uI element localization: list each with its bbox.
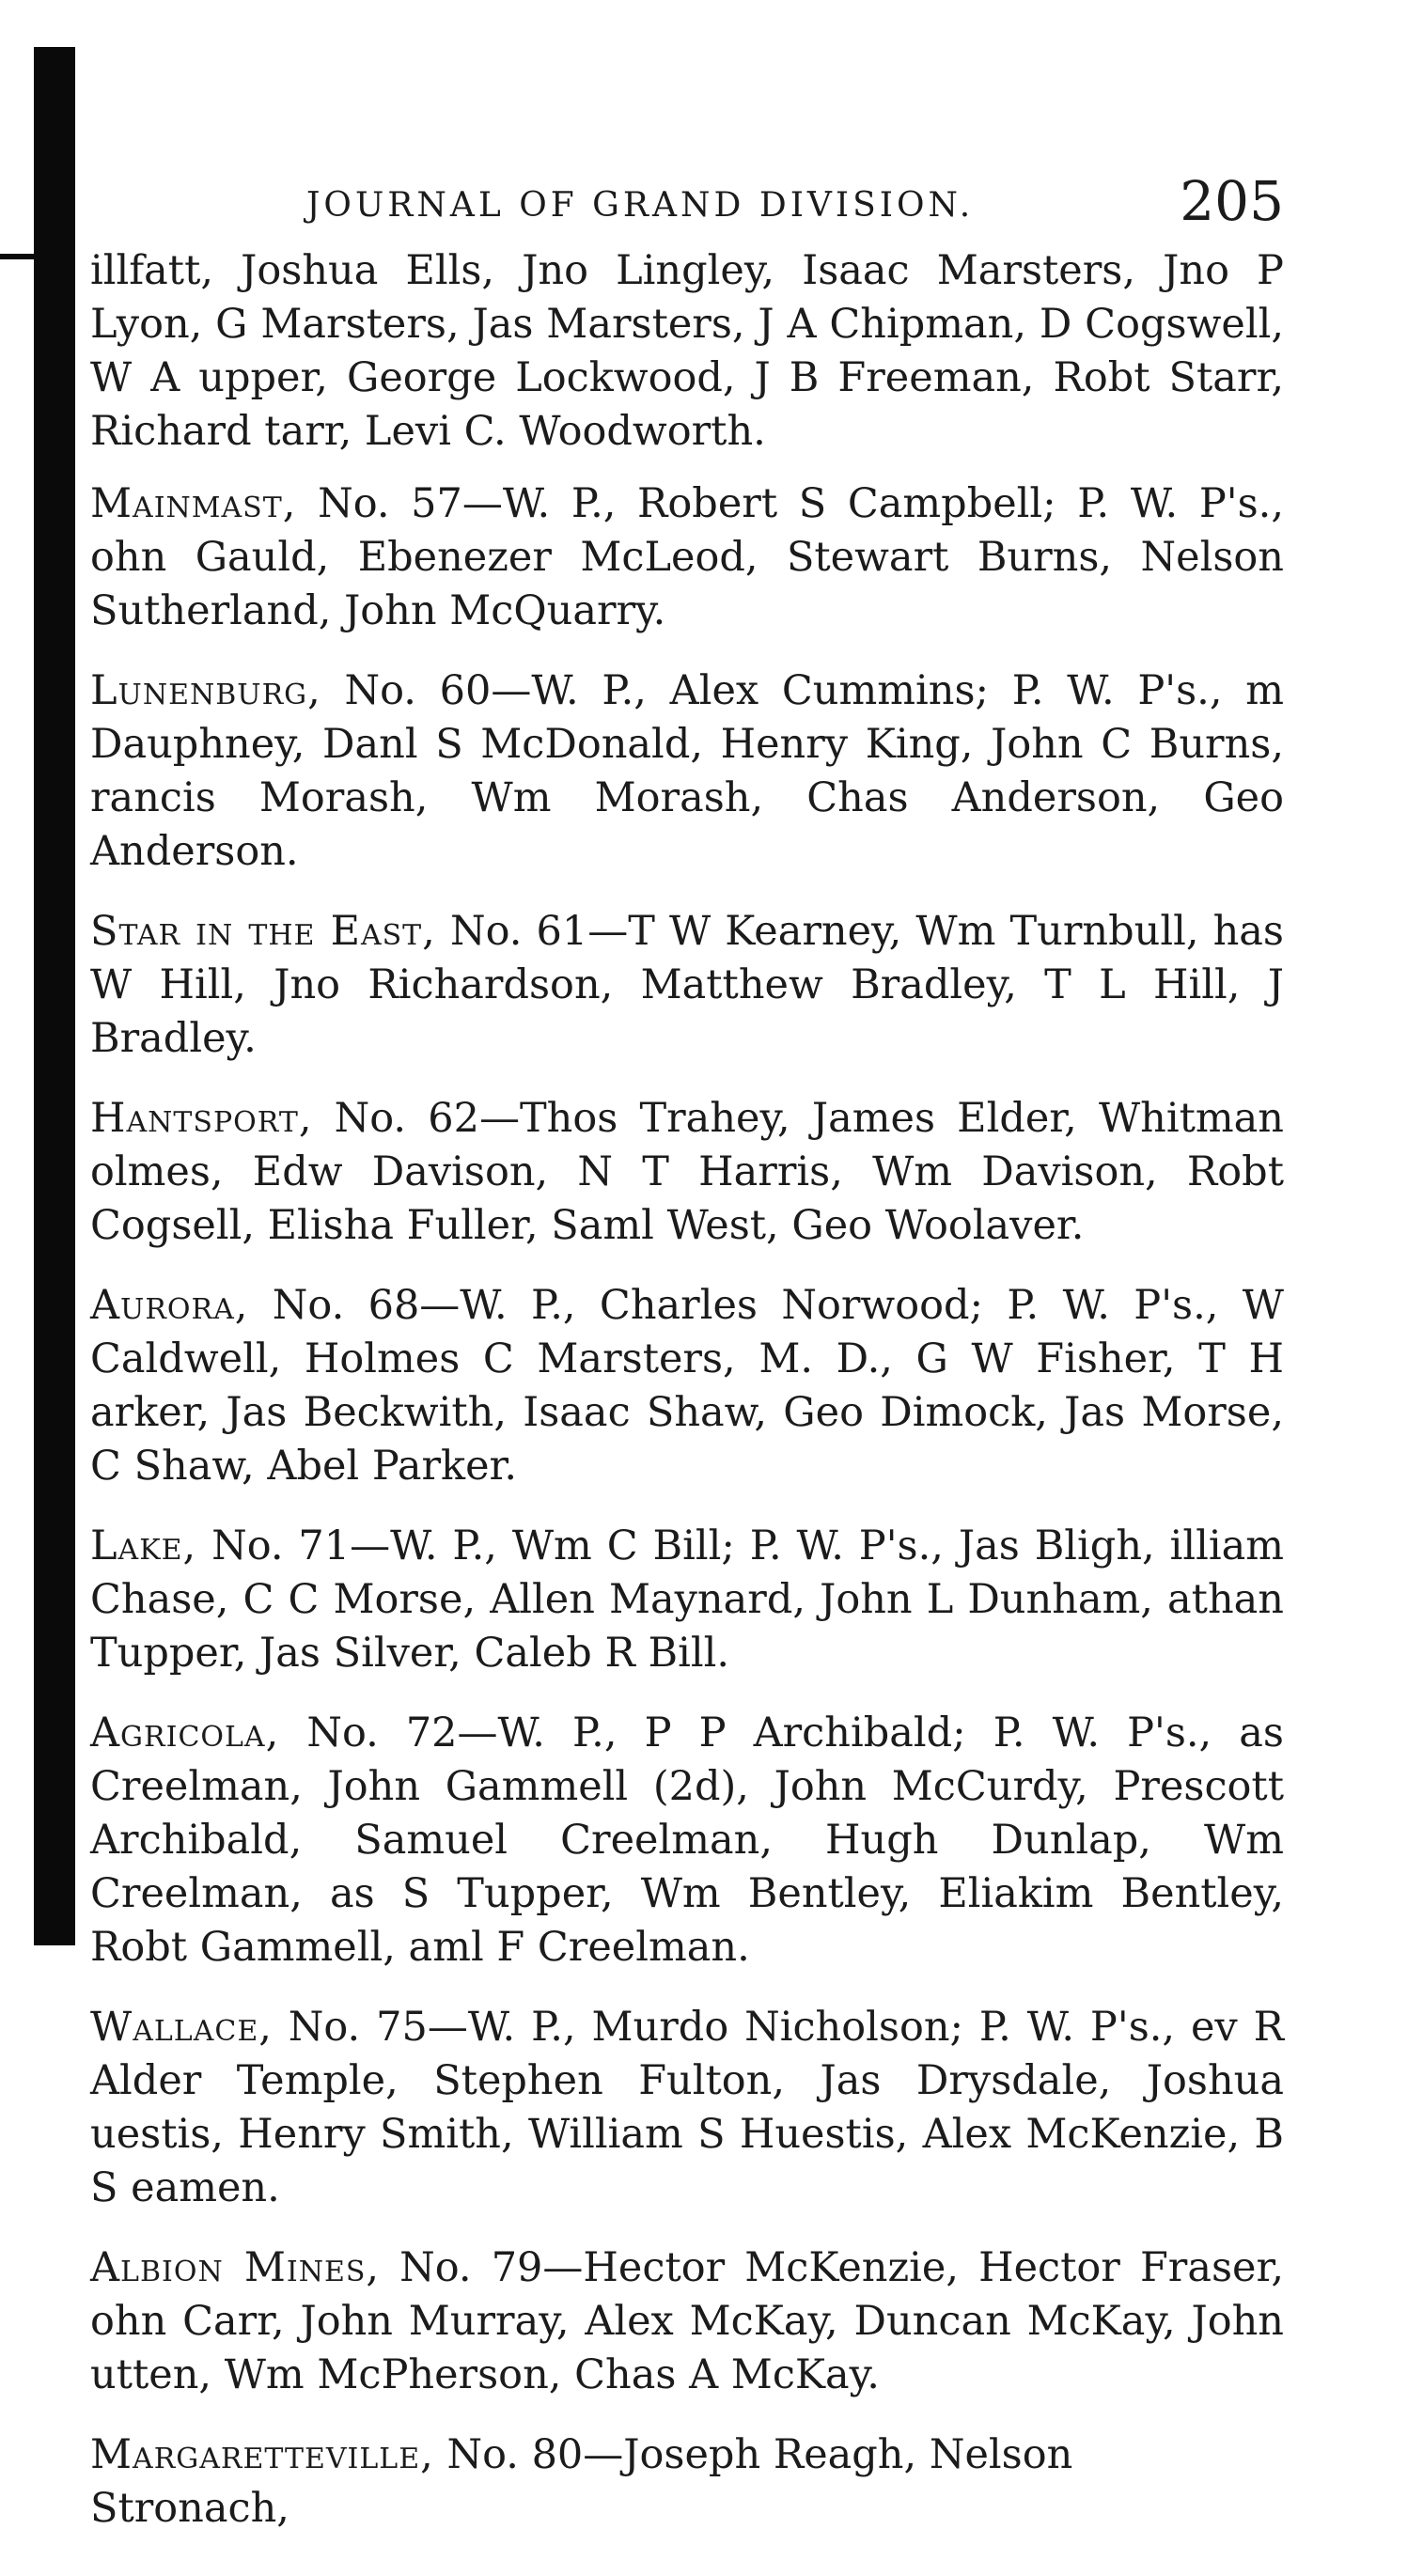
entry-wallace — [90, 2001, 1284, 2215]
entry-text: No. 72—W. P., P P Archibald; P. W. P's., as Creelman, John Gammell (2d), John McCurdy, Prescott Archibald, Samuel Creelman, Hugh Dunlap, Wm Creelman, as S Tupper, Wm Bentley, Eliakim Bentley, Robt Gammell, aml F Creelman. — [90, 1710, 1284, 1971]
page-header — [90, 169, 1284, 244]
division-name: Star in the East, — [90, 908, 436, 955]
entry-text: illfatt, Joshua Ells, Jno Lingley, Isaac Marsters, Jno P Lyon, G Marsters, Jas Marsters, J A Chipman, D Cogswell, W A upper, George Lockwood, J B Freeman, Robt Starr, Richard tarr, Levi C. Woodworth. — [90, 247, 1284, 455]
entry-text: No. 71—W. P., Wm C Bill; P. W. P's., Jas Bligh, illiam Chase, C C Morse, Allen Maynard, John L Dunham, athan Tupper, Jas Silver, Caleb R Bill. — [90, 1522, 1284, 1677]
entry-albion-mines — [90, 2241, 1284, 2402]
entry-continuation — [90, 244, 1284, 459]
running-head: JOURNAL OF GRAND DIVISION. — [306, 186, 975, 225]
division-name: Hantsport, — [90, 1095, 313, 1142]
division-name: Albion Mines, — [90, 2244, 381, 2291]
entry-mainmast — [90, 477, 1284, 638]
division-name: Lake, — [90, 1522, 197, 1569]
entry-lunenburg — [90, 664, 1284, 879]
entry-aurora — [90, 1279, 1284, 1493]
entry-text: No. 79—Hector McKenzie, Hector Fraser, ohn Carr, John Murray, Alex McKay, Duncan McKay, John utten, Wm McPherson, Chas A McKay. — [90, 2244, 1284, 2398]
binding-tick — [0, 254, 56, 259]
division-name: Mainmast, — [90, 480, 297, 527]
entry-text: No. 68—W. P., Charles Norwood; P. W. P's., W Caldwell, Holmes C Marsters, M. D., G W Fisher, T H arker, Jas Beckwith, Isaac Shaw, Geo Dimock, Jas Morse, C Shaw, Abel Parker. — [90, 1282, 1284, 1490]
entry-text: No. 61—T W Kearney, Wm Turnbull, has W Hill, Jno Richardson, Matthew Bradley, T L Hill, J Bradley. — [90, 908, 1284, 1062]
entry-margaretteville — [90, 2428, 1284, 2536]
page — [90, 169, 1284, 2576]
entry-hantsport — [90, 1092, 1284, 1253]
entry-text: No. 60—W. P., Alex Cummins; P. W. P's., m Dauphney, Danl S McDonald, Henry King, John C Burns, rancis Morash, Wm Morash, Chas Anderson, Geo Anderson. — [90, 667, 1284, 875]
division-name: Aurora, — [90, 1282, 249, 1329]
entry-text: No. 75—W. P., Murdo Nicholson; P. W. P's., ev R Alder Temple, Stephen Fulton, Jas Drysdale, Joshua uestis, Henry Smith, William S Huestis, Alex McKenzie, B S eamen. — [90, 2004, 1284, 2211]
entry-star-in-the-east — [90, 905, 1284, 1066]
entry-lake — [90, 1520, 1284, 1680]
entry-text: No. 57—W. P., Robert S Campbell; P. W. P's., ohn Gauld, Ebenezer McLeod, Stewart Burns, Nelson Sutherland, John McQuarry. — [90, 480, 1284, 634]
page-number: 205 — [1180, 169, 1284, 233]
division-name: Lunenburg, — [90, 667, 321, 714]
binding-edge — [34, 47, 75, 1945]
division-name: Wallace, — [90, 2004, 273, 2051]
entry-agricola — [90, 1707, 1284, 1975]
entry-text: No. 62—Thos Trahey, James Elder, Whitman olmes, Edw Davison, N T Harris, Wm Davison, Robt Cogsell, Elisha Fuller, Saml West, Geo Woolaver. — [90, 1095, 1284, 1249]
division-name: Margaretteville, — [90, 2431, 434, 2478]
division-name: Agricola, — [90, 1710, 280, 1756]
entry-text: No. 80—Joseph Reagh, Nelson Stronach, — [90, 2431, 1073, 2532]
